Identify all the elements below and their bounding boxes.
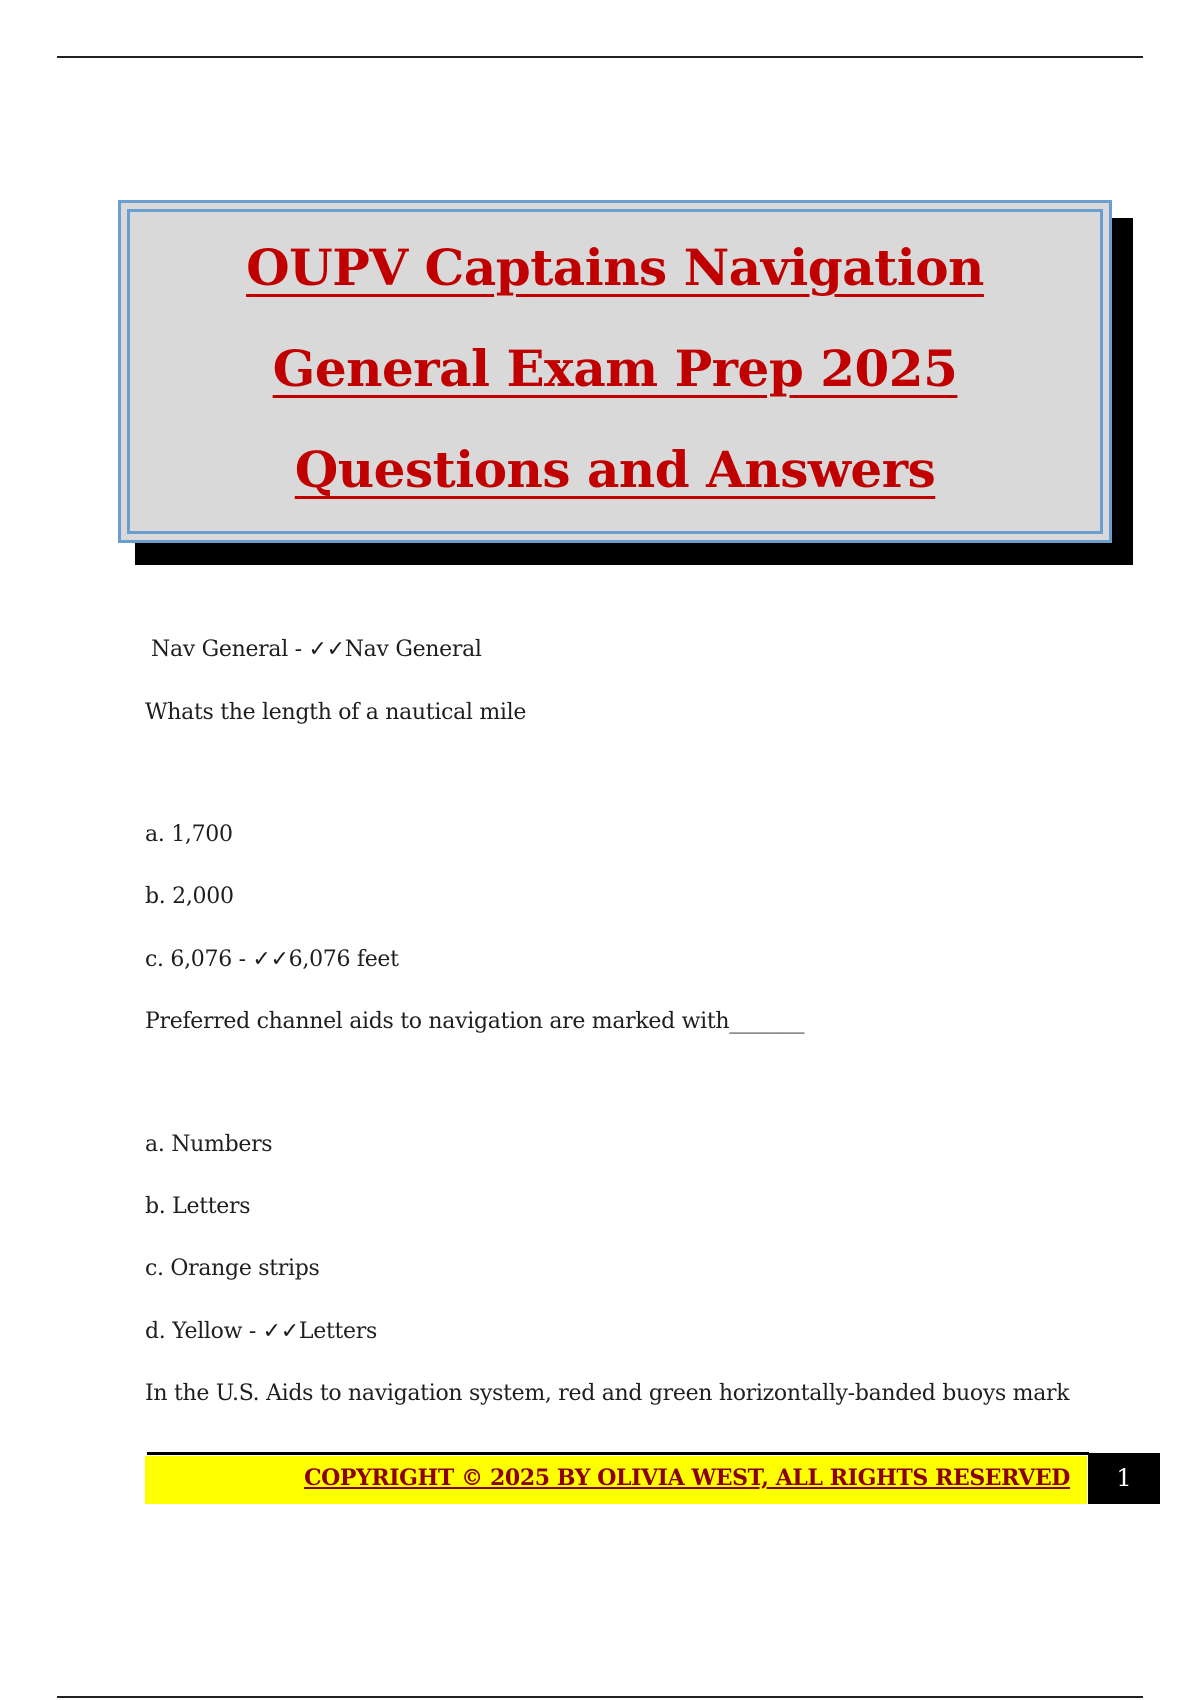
- page-number: 1: [1088, 1453, 1160, 1504]
- footer-bar: [145, 1456, 1087, 1504]
- answer-option: d. Yellow - ✓✓Letters: [145, 1319, 377, 1344]
- question-text: Whats the length of a nautical mile: [145, 700, 527, 725]
- footer-rule: [147, 1452, 1089, 1455]
- page-bottom-rule: [57, 1696, 1143, 1698]
- answer-option: a. 1,700: [145, 822, 233, 847]
- answer-option: c. Orange strips: [145, 1256, 320, 1281]
- document-title: OUPV Captains Navigation General Exam Prep 2025 Questions and Answers: [246, 238, 984, 499]
- section-heading: Nav General - ✓✓Nav General: [151, 637, 482, 662]
- answer-option: b. Letters: [145, 1194, 251, 1219]
- question-text: In the U.S. Aids to navigation system, red and green horizontally-banded buoys mark: [145, 1381, 1070, 1406]
- answer-option: b. 2,000: [145, 884, 234, 909]
- question-text: Preferred channel aids to navigation are marked with_______: [145, 1009, 805, 1034]
- header-rule: [57, 56, 1143, 58]
- answer-option: c. 6,076 - ✓✓6,076 feet: [145, 947, 399, 972]
- answer-option: a. Numbers: [145, 1132, 273, 1157]
- title-box: [118, 200, 1112, 543]
- copyright-notice: COPYRIGHT © 2025 BY OLIVIA WEST, ALL RIGHTS RESERVED: [304, 1465, 1070, 1491]
